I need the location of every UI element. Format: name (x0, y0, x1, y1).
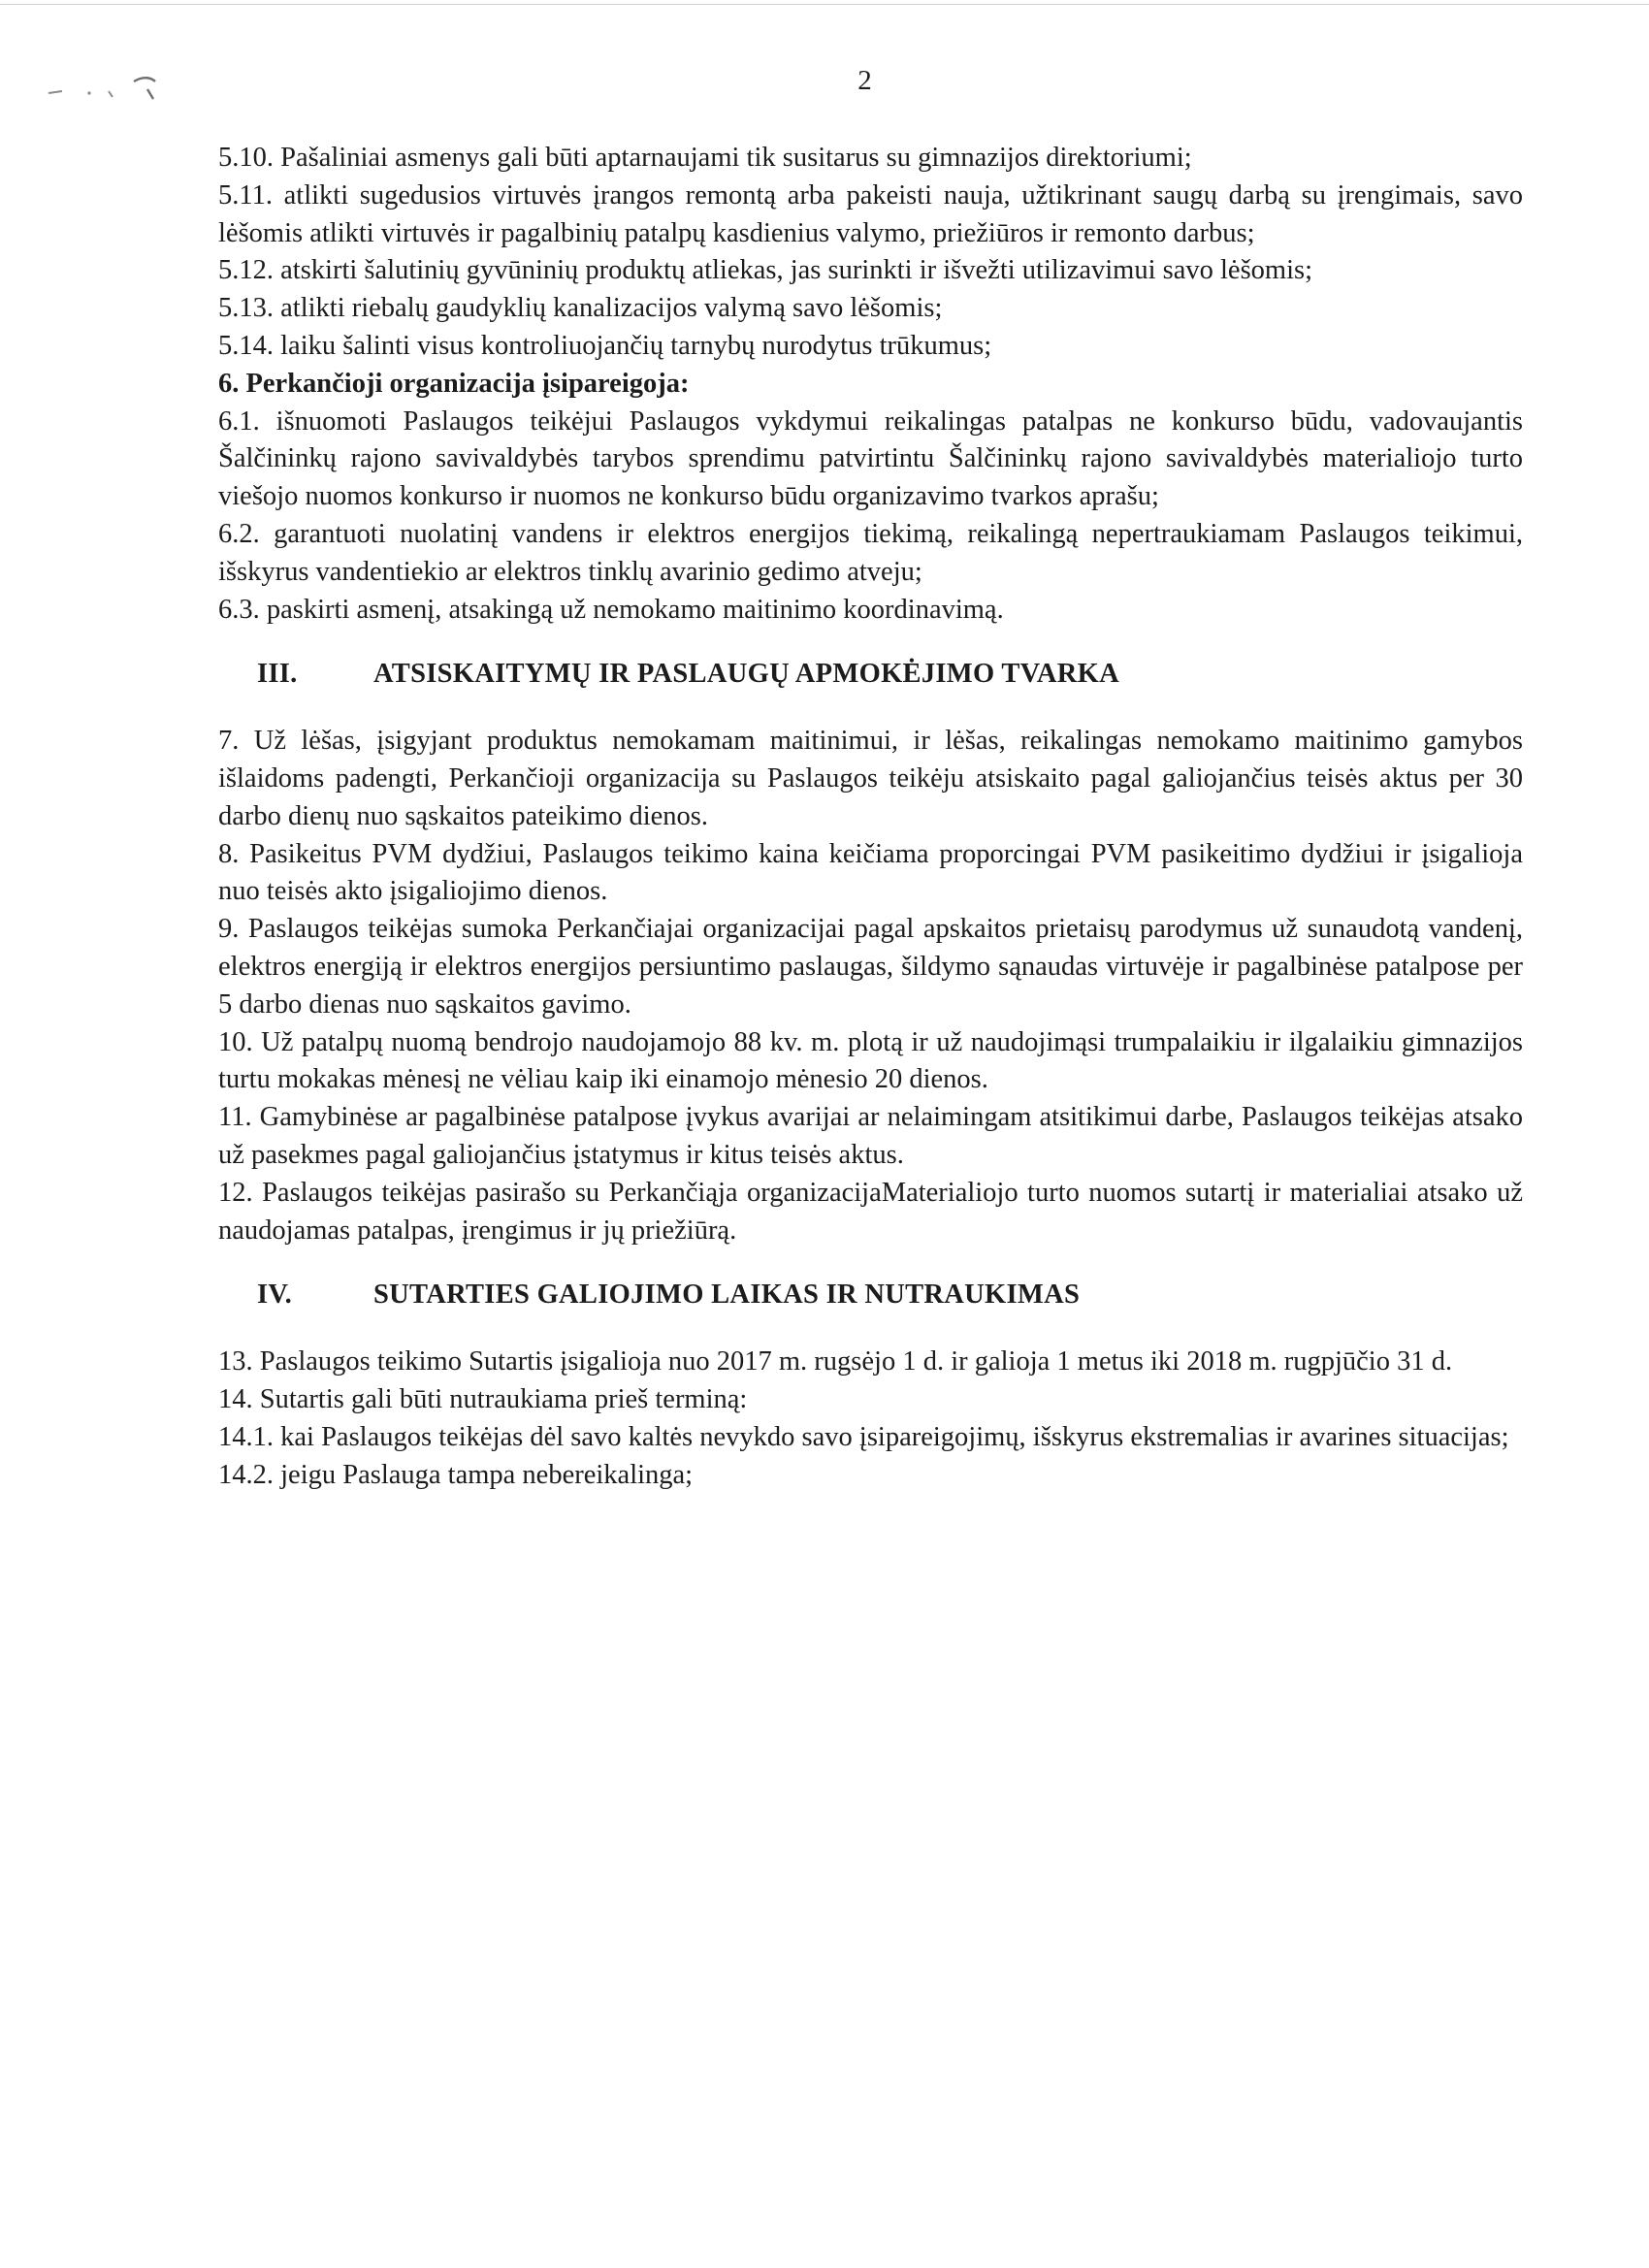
clause-6-1: 6.1. išnuomoti Paslaugos teikėjui Paslaugos vykdymui reikalingas patalpas ne konkurso būdu, vadovaujantis Šalčininkų rajono savivaldybės tarybos sprendimu patvirtintu Šalčininkų rajono savivaldybės materialiojo turto viešojo nuomos konkurso ir nuomos ne konkurso būdu organizavimo tvarkos aprašu; (218, 405, 1523, 512)
clause-6-heading: 6. Perkančioji organizacija įsipareigoja: (218, 368, 690, 399)
clause-7: 7. Už lėšas, įsigyjant produktus nemokamam maitinimui, ir lėšas, reikalingas nemokamo maitinimo gamybos išlaidoms padengti, Perkančioji organizacija su Paslaugos teikėju atsiskaito pagal galiojančius teisės aktus per 30 darbo dienų nuo sąskaitos pateikimo dienos. (218, 726, 1523, 831)
clause-14-1: 14.1. kai Paslaugos teikėjas dėl savo kaltės nevykdo savo įsipareigojimų, išskyrus ekstremalias ir avarines situacijas; (218, 1421, 1509, 1452)
clause-11: 11. Gamybinėse ar pagalbinėse patalpose įvykus avarijai ar nelaimingam atsitikimui darbe, Paslaugos teikėjas atsako už pasekmes pagal galiojančius įstatymus ir kitus teisės aktus. (218, 1102, 1523, 1170)
section-heading-iii (257, 656, 1523, 694)
clause-6-3: 6.3. paskirti asmenį, atsakingą už nemokamo maitinimo koordinavimą. (218, 594, 1004, 625)
clause-13: 13. Paslaugos teikimo Sutartis įsigalioja nuo 2017 m. rugsėjo 1 d. ir galioja 1 metus iki 2018 m. rugpjūčio 31 d. (218, 1346, 1453, 1377)
clause-5-10: 5.10. Pašaliniai asmenys gali būti aptarnaujami tik susitarus su gimnazijos direktoriumi; (218, 143, 1192, 173)
clause-5-12: 5.12. atskirti šalutinių gyvūninių produktų atliekas, jas surinkti ir išvežti utilizavimui savo lėšomis; (218, 255, 1313, 286)
page-number: 2 (857, 65, 872, 96)
clause-9: 9. Paslaugos teikėjas sumoka Perkančiajai organizacijai pagal apskaitos prietaisų parodymus už sunaudotą vandenį, elektros energiją ir elektros energijos persiuntimo paslaugas, šildymo sąnaudas virtuvėje ir pagalbinėse patalpose per 5 darbo dienas nuo sąskaitos gavimo. (218, 914, 1523, 1020)
document-body (218, 140, 1523, 1494)
clause-12: 12. Paslaugos teikėjas pasirašo su Perkančiąja organizacijaMaterialiojo turto nuomos sutartį ir materialiai atsako už naudojamas patalpas, įrengimus ir jų priežiūrą. (218, 1177, 1523, 1246)
clause-8: 8. Pasikeitus PVM dydžiui, Paslaugos teikimo kaina keičiama proporcingai PVM pasikeitimo dydžiui ir įsigalioja nuo teisės akto įsigaliojimo dienos. (218, 838, 1523, 907)
clause-6-2: 6.2. garantuoti nuolatinį vandens ir elektros energijos tiekimą, reikalingą nepertraukiamam Paslaugos teikimui, išskyrus vandentiekio ar elektros tinklų avarinio gedimo atveju; (218, 518, 1523, 587)
scan-top-edge (0, 4, 1649, 5)
section-title: SUTARTIES GALIOJIMO LAIKAS IR NUTRAUKIMAS (373, 1280, 1081, 1311)
clause-14: 14. Sutartis gali būti nutraukiama prieš terminą: (218, 1383, 748, 1414)
clause-5-11: 5.11. atlikti sugedusios virtuvės įrangos remontą arba pakeisti nauja, užtikrinant saugų darbą su įrengimais, savo lėšomis atlikti virtuvės ir pagalbinių patalpų kasdienius valymo, priežiūros ir remonto darbus; (218, 179, 1523, 248)
section-number: III. (257, 659, 298, 690)
section-heading-iv (257, 1277, 1523, 1314)
clause-14-2: 14.2. jeigu Paslauga tampa nebereikalinga; (218, 1459, 694, 1490)
clause-5-14: 5.14. laiku šalinti visus kontroliuojančių tarnybų nurodytus trūkumus; (218, 330, 992, 361)
section-number: IV. (257, 1280, 293, 1311)
clause-10: 10. Už patalpų nuomą bendrojo naudojamojo 88 kv. m. plotą ir už naudojimąsi trumpalaikiu ir ilgalaikiu gimnazijos turtu mokakas mėnesį ne vėliau kaip iki einamojo mėnesio 20 dienos. (218, 1026, 1523, 1095)
section-title: ATSISKAITYMŲ IR PASLAUGŲ APMOKĖJIMO TVARKA (373, 659, 1119, 690)
clause-5-13: 5.13. atlikti riebalų gaudyklių kanalizacijos valymą savo lėšomis; (218, 293, 943, 324)
